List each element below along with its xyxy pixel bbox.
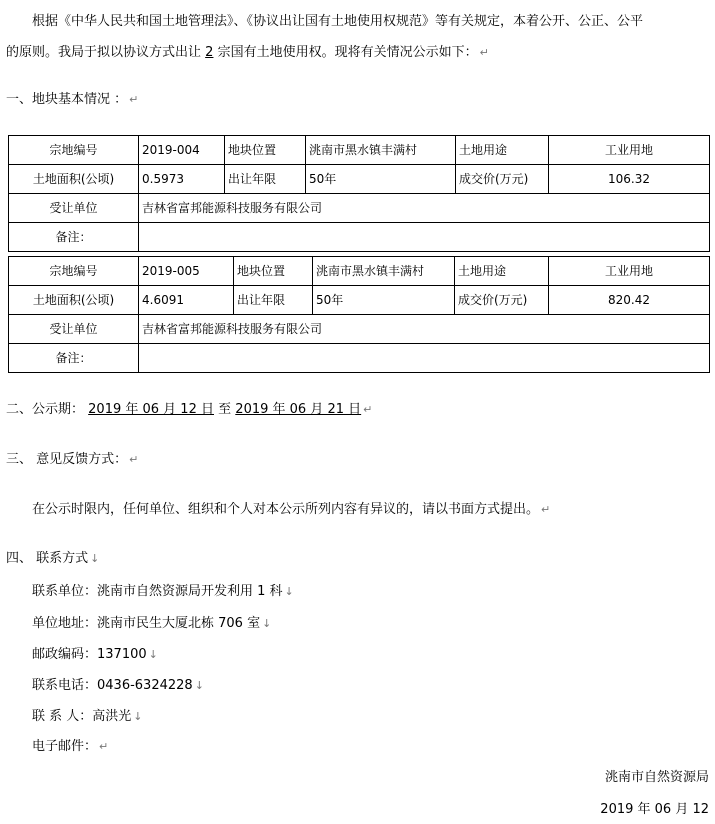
term-value: 50年 bbox=[306, 165, 456, 194]
publicity-to: 至 bbox=[218, 402, 232, 417]
line-break-icon: ↓ bbox=[262, 617, 272, 630]
line-break-icon: ↓ bbox=[194, 679, 204, 692]
section-2-line bbox=[6, 402, 372, 418]
label-use: 土地用途 bbox=[455, 257, 549, 286]
contact-person-text: 联 系 人：高洪光 bbox=[32, 709, 132, 724]
section-4-title-text: 四、 联系方式 bbox=[6, 551, 89, 566]
location-value: 洮南市黑水镇丰满村 bbox=[306, 136, 456, 165]
contact-phone bbox=[32, 678, 204, 694]
label-term: 出让年限 bbox=[234, 286, 313, 315]
contact-address bbox=[32, 616, 271, 632]
section-4-title bbox=[6, 551, 99, 567]
parcel-count: 2 bbox=[205, 45, 214, 60]
section-1-title bbox=[6, 92, 138, 108]
table-row bbox=[9, 165, 710, 194]
paragraph-mark-icon: ↵ bbox=[129, 453, 139, 466]
table-row bbox=[9, 257, 710, 286]
label-area: 土地面积(公顷) bbox=[9, 165, 139, 194]
contact-unit-text: 联系单位：洮南市自然资源局开发利用 1 科 bbox=[32, 584, 283, 599]
table-row bbox=[9, 223, 710, 252]
intro-line-2-post: 宗国有土地使用权。现将有关情况公示如下： bbox=[217, 45, 478, 60]
parcel-table-2 bbox=[8, 256, 710, 373]
grantee-value: 吉林省富邦能源科技服务有限公司 bbox=[139, 194, 710, 223]
line-break-icon: ↓ bbox=[284, 585, 294, 598]
paragraph-mark-icon: ↵ bbox=[363, 403, 373, 416]
area-value: 0.5973 bbox=[139, 165, 225, 194]
paragraph-mark-icon: ↵ bbox=[129, 93, 139, 106]
intro-line-1-text: 根据《中华人民共和国土地管理法》、《协议出让国有土地使用权规范》等有关规定，本着公开、公正、公平 bbox=[32, 14, 644, 29]
label-grantee: 受让单位 bbox=[9, 194, 139, 223]
line-break-icon: ↓ bbox=[133, 710, 143, 723]
price-value: 106.32 bbox=[549, 165, 710, 194]
label-location: 地块位置 bbox=[234, 257, 313, 286]
contact-email bbox=[32, 739, 108, 755]
remark-value bbox=[139, 223, 710, 252]
table-row bbox=[9, 344, 710, 373]
signature-org-text: 洮南市自然资源局 bbox=[604, 770, 709, 785]
contact-phone-text: 联系电话：0436-6324228 bbox=[32, 678, 193, 693]
table-row bbox=[9, 315, 710, 344]
contact-postcode bbox=[32, 647, 158, 663]
paragraph-mark-icon: ↵ bbox=[479, 46, 489, 59]
table-row bbox=[9, 286, 710, 315]
publicity-end-date: 2019 年 06 月 21 日 bbox=[235, 402, 362, 417]
contact-postcode-text: 邮政编码：137100 bbox=[32, 647, 147, 662]
label-price: 成交价(万元) bbox=[455, 286, 549, 315]
contact-unit bbox=[32, 584, 294, 600]
price-value: 820.42 bbox=[549, 286, 710, 315]
grantee-value: 吉林省富邦能源科技服务有限公司 bbox=[139, 315, 710, 344]
label-parcel-no: 宗地编号 bbox=[9, 257, 139, 286]
parcel-table-1 bbox=[8, 135, 710, 252]
use-value: 工业用地 bbox=[549, 257, 710, 286]
label-parcel-no: 宗地编号 bbox=[9, 136, 139, 165]
section-3-text bbox=[32, 502, 550, 518]
label-remark: 备注： bbox=[9, 344, 139, 373]
label-grantee: 受让单位 bbox=[9, 315, 139, 344]
label-use: 土地用途 bbox=[456, 136, 549, 165]
intro-line-1 bbox=[32, 14, 643, 30]
remark-value bbox=[139, 344, 710, 373]
label-area: 土地面积(公顷) bbox=[9, 286, 139, 315]
label-term: 出让年限 bbox=[225, 165, 306, 194]
publicity-start-date: 2019 年 06 月 12 日 bbox=[88, 402, 214, 417]
term-value: 50年 bbox=[313, 286, 455, 315]
label-location: 地块位置 bbox=[225, 136, 306, 165]
contact-address-text: 单位地址：洮南市民生大厦北栋 706 室 bbox=[32, 616, 261, 631]
line-break-icon: ↓ bbox=[90, 552, 100, 565]
table-row bbox=[9, 194, 710, 223]
label-remark: 备注： bbox=[9, 223, 139, 252]
signature-date-text: 2019 年 06 月 12 bbox=[600, 802, 709, 817]
section-3-title-text: 三、 意见反馈方式： bbox=[6, 452, 128, 467]
intro-line-2 bbox=[6, 45, 489, 61]
intro-line-2-pre: 的原则。我局于拟以协议方式出让 bbox=[6, 45, 202, 60]
label-price: 成交价(万元) bbox=[456, 165, 549, 194]
paragraph-mark-icon: ↵ bbox=[541, 503, 551, 516]
contact-email-text: 电子邮件： bbox=[32, 739, 98, 754]
paragraph-mark-icon: ↵ bbox=[99, 740, 109, 753]
line-break-icon: ↓ bbox=[148, 648, 158, 661]
contact-person bbox=[32, 709, 142, 725]
section-1-title-text: 一、地块基本情况 ： bbox=[6, 92, 128, 107]
parcel-no-value: 2019-005 bbox=[139, 257, 234, 286]
signature-org bbox=[605, 770, 709, 786]
section-3-title bbox=[6, 452, 138, 468]
section-2-title: 二、公示期： bbox=[6, 402, 85, 417]
table-row bbox=[9, 136, 710, 165]
use-value: 工业用地 bbox=[549, 136, 710, 165]
signature-date bbox=[600, 802, 709, 818]
location-value: 洮南市黑水镇丰满村 bbox=[313, 257, 455, 286]
parcel-no-value: 2019-004 bbox=[139, 136, 225, 165]
area-value: 4.6091 bbox=[139, 286, 234, 315]
section-3-text-body: 在公示时限内，任何单位、组织和个人对本公示所列内容有异议的，请以书面方式提出。 bbox=[32, 502, 540, 517]
